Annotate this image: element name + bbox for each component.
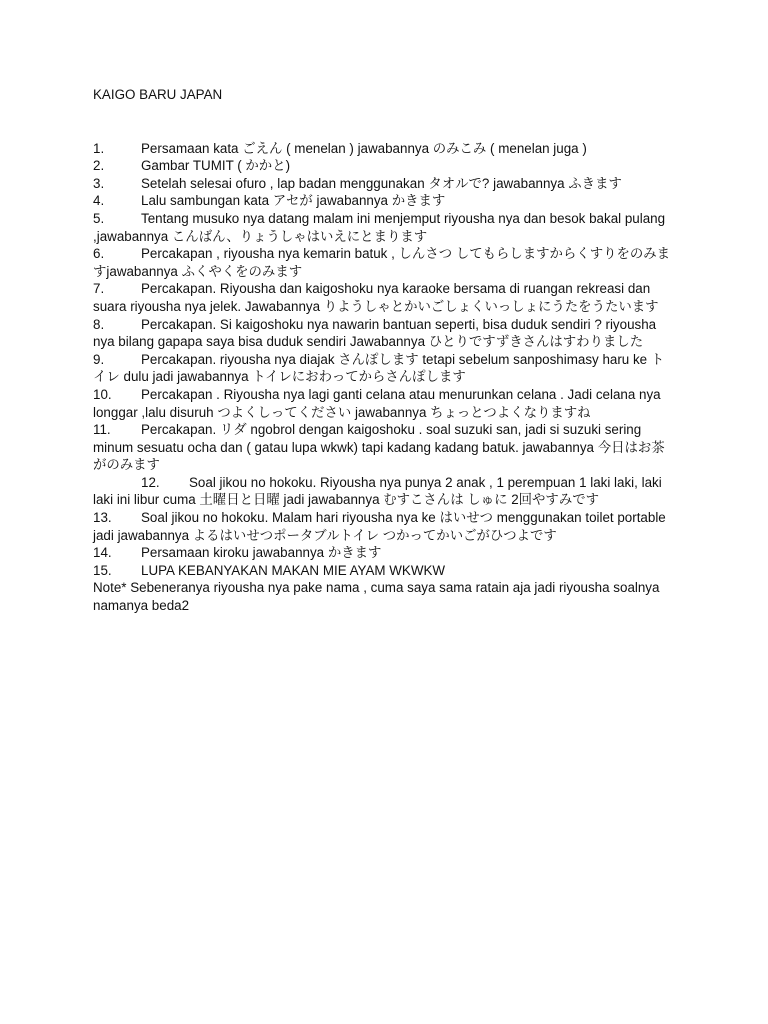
item-number: 7. xyxy=(93,281,105,297)
list-item xyxy=(93,210,673,245)
answer-list xyxy=(93,140,673,580)
item-text: Persamaan kiroku jawabannya かきます xyxy=(141,545,382,561)
list-item xyxy=(93,280,673,315)
item-number: 2. xyxy=(93,158,105,174)
item-text: Percakapan. Si kaigoshoku nya nawarin bantuan seperti, bisa duduk sendiri ? riyousha nya bilang gapapa saya bisa duduk sendiri Jawabannya ひとりですずきさんはすわりました xyxy=(93,316,657,350)
item-text: Percakapan , riyousha nya kemarin batuk , しんさつ してもらしますからくすりをのみますjawabannya ふくやくをのみます xyxy=(93,246,671,279)
item-number: 9. xyxy=(93,351,105,367)
list-item xyxy=(93,175,673,193)
list-item xyxy=(93,509,673,544)
document-body xyxy=(93,86,673,615)
item-number: 11. xyxy=(93,422,111,438)
list-item xyxy=(93,544,673,562)
list-item xyxy=(93,192,673,210)
item-text: Percakapan. Riyousha dan kaigoshoku nya karaoke bersama di ruangan rekreasi dan suara riyousha nya jelek. Jawabannya りようしゃとかいごしょくいっしょにうたをうたいます xyxy=(93,281,659,314)
item-text: Lalu sambungan kata アセが jawabannya かきます xyxy=(141,193,446,209)
item-number: 14. xyxy=(93,545,112,561)
list-item xyxy=(93,245,673,280)
item-number: 6. xyxy=(93,246,105,262)
item-number: 15. xyxy=(93,562,112,578)
item-text: Soal jikou no hokoku. Malam hari riyousha nya ke はいせつ menggunakan toilet portable jadi jawabannya よるはいせつポータブルトイレ つかってかいごがひつよです xyxy=(93,510,666,543)
item-number: 12. xyxy=(141,474,160,490)
item-text: Setelah selesai ofuro , lap badan menggunakan タオルで? jawabannya ふきます xyxy=(141,175,622,191)
list-item xyxy=(93,140,673,158)
item-text: Percakapan . Riyousha nya lagi ganti celana atau menurunkan celana . Jadi celana nya longgar ,lalu disuruh つよくしってください jawabannya ちょっとつよくなりますね xyxy=(93,386,661,420)
list-item xyxy=(93,351,673,386)
list-item xyxy=(93,474,673,509)
item-text: LUPA KEBANYAKAN MAKAN MIE AYAM WKWKW xyxy=(141,562,446,578)
item-text: Persamaan kata ごえん ( menelan ) jawabannya のみこみ ( menelan juga ) xyxy=(141,140,587,156)
item-text: Percakapan. リダ ngobrol dengan kaigoshoku . soal suzuki san, jadi si suzuki sering minum sesuatu ocha dan ( gatau lupa wkwk) tapi kadang kadang batuk. jawabannya 今日はお茶がのみます xyxy=(93,422,665,473)
list-item xyxy=(93,316,673,351)
item-text: Percakapan. riyousha nya diajak さんぽします tetapi sebelum sanposhimasy haru ke トイレ dulu jadi jawabannya トイレにおわってからさんぽします xyxy=(93,351,665,385)
item-number: 10. xyxy=(93,386,112,402)
list-item xyxy=(93,562,673,580)
note-paragraph: Note* Sebeneranya riyousha nya pake nama , cuma saya sama ratain aja jadi riyousha soalnya namanya beda2 xyxy=(93,580,660,614)
item-number: 5. xyxy=(93,210,105,226)
list-item xyxy=(93,386,673,421)
item-number: 8. xyxy=(93,316,105,332)
document-title: KAIGO BARU JAPAN xyxy=(93,87,223,102)
item-text: Soal jikou no hokoku. Riyousha nya punya 2 anak , 1 perempuan 1 laki laki, laki laki ini libur cuma 土曜日と日曜 jadi jawabannya むすこさんは しゅに 2回やすみです xyxy=(93,474,662,508)
item-text: Gambar TUMIT ( かかと) xyxy=(141,158,291,174)
item-number: 3. xyxy=(93,175,105,191)
list-item xyxy=(93,421,673,474)
item-number: 1. xyxy=(93,140,105,156)
item-number: 13. xyxy=(93,510,112,526)
item-number: 4. xyxy=(93,193,105,209)
list-item xyxy=(93,157,673,175)
item-text: Tentang musuko nya datang malam ini menjemput riyousha nya dan besok bakal pulang ,jawabannya こんばん、りょうしゃはいえにとまります xyxy=(93,210,666,244)
